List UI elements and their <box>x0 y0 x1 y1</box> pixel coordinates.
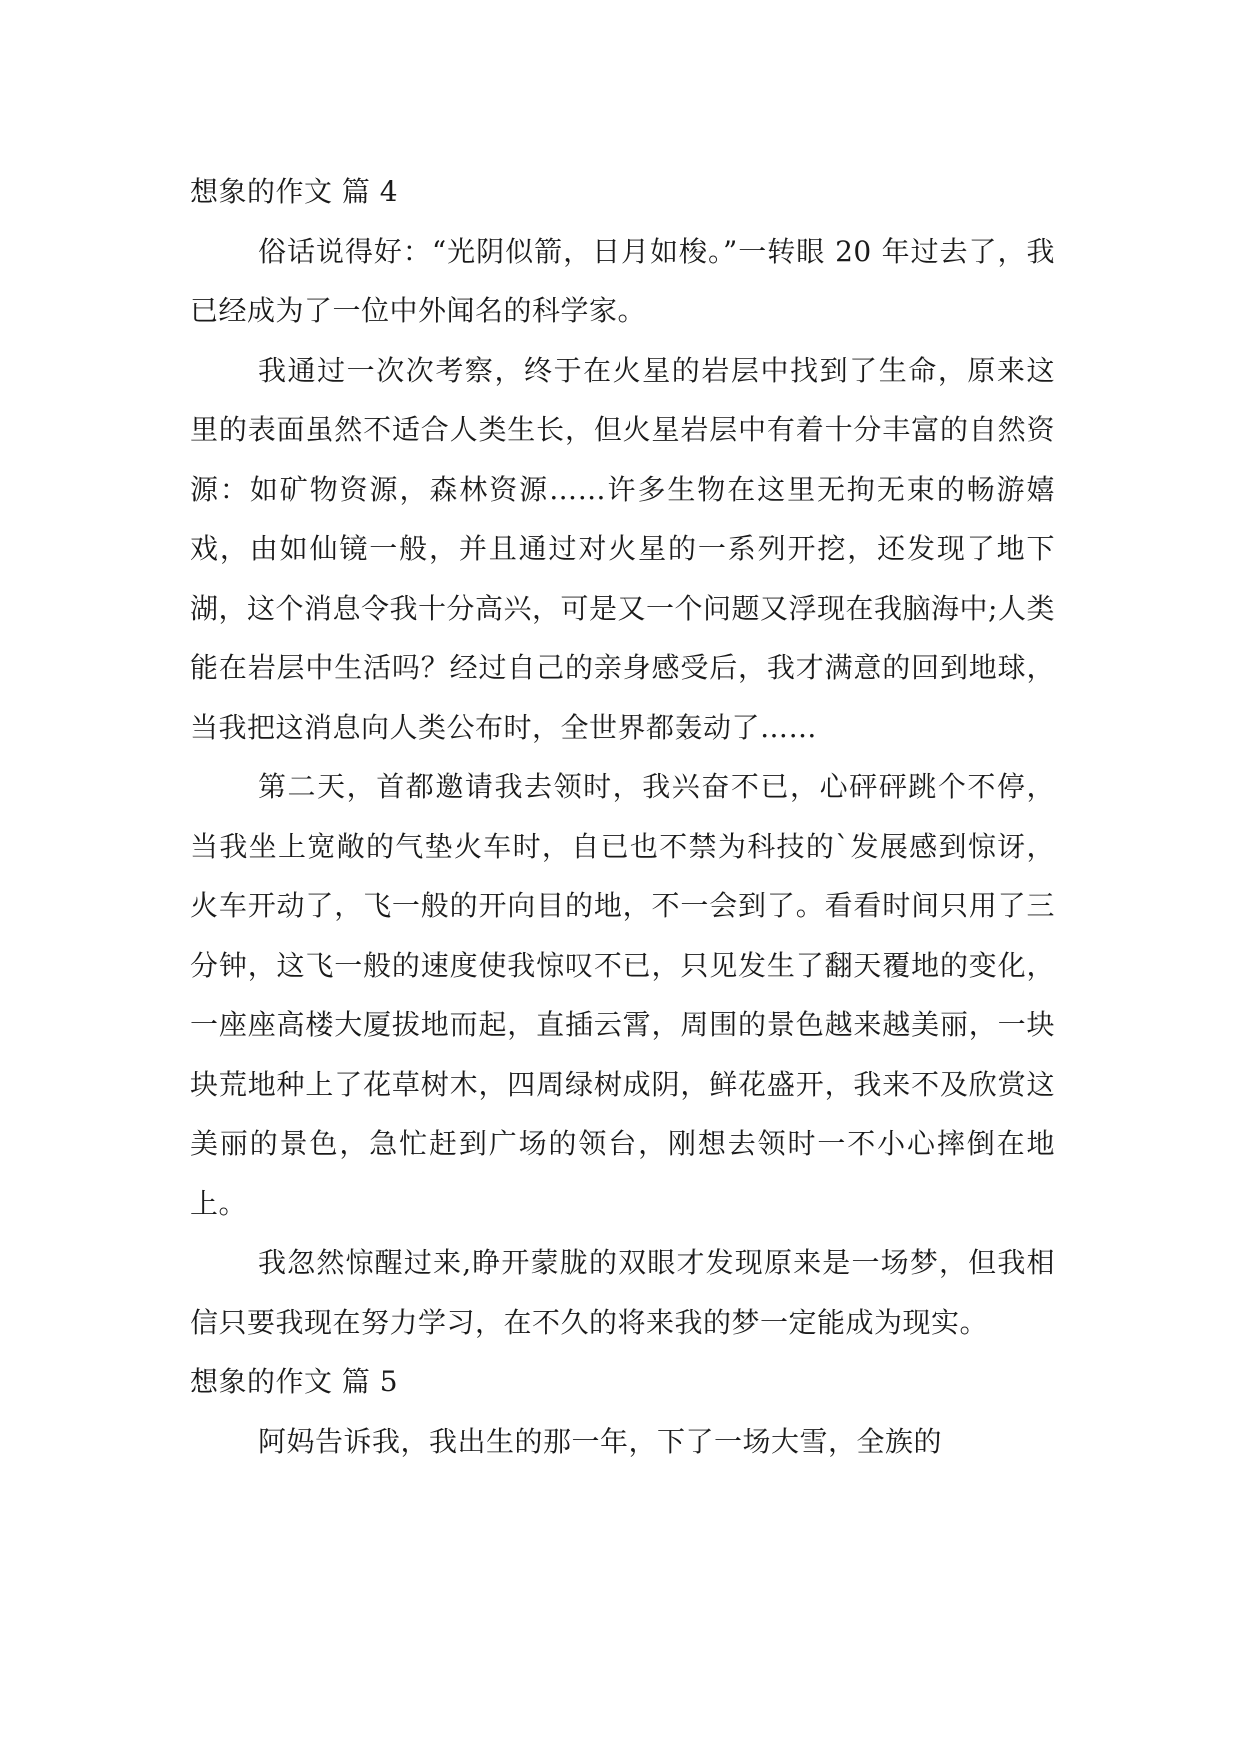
paragraph-dream: 我忽然惊醒过来,睁开蒙胧的双眼才发现原来是一场梦，但我相信只要我现在努力学习，在不久的将来我的梦一定能成为现实。 <box>190 1246 1055 1339</box>
paragraph-mars: 我通过一次次考察，终于在火星的岩层中找到了生命，原来这里的表面虽然不适合人类生长，但火星岩层中有着十分丰富的自然资源：如矿物资源，森林资源……许多生物在这里无拘无束的畅游嬉戏，由如仙镜一般，并且通过对火星的一系列开挖，还发现了地下湖，这个消息令我十分高兴，可是又一个问题又浮现在我脑海中;人类能在岩层中生活吗？经过自己的亲身感受后，我才满意的回到地球，当我把这消息向人类公布时，全世界都轰动了…… <box>190 353 1055 744</box>
paragraph-snow: 阿妈告诉我，我出生的那一年，下了一场大雪，全族的 <box>258 1424 943 1458</box>
section-heading-4: 想象的作文 篇 4 <box>190 175 399 208</box>
section-heading-5: 想象的作文 篇 5 <box>190 1365 399 1398</box>
paragraph-next-day: 第二天，首都邀请我去领时，我兴奋不已，心砰砰跳个不停，当我坐上宽敞的气垫火车时，自已也不禁为科技的`发展感到惊讶，火车开动了，飞一般的开向目的地，不一会到了。看看时间只用了三分钟，这飞一般的速度使我惊叹不已，只见发生了翻天覆地的变化，一座座高楼大厦拔地而起，直插云霄，周围的景色越来越美丽，一块块荒地种上了花草树木，四周绿树成阴，鲜花盛开，我来不及欣赏这美丽的景色，急忙赶到广场的领台，刚想去领时一不小心摔倒在地上。 <box>190 770 1055 1220</box>
paragraph-intro: 俗话说得好：“光阴似箭，日月如梭。”一转眼 20 年过去了，我已经成为了一位中外闻名的科学家。 <box>190 234 1055 327</box>
article-body <box>190 162 1055 1471</box>
